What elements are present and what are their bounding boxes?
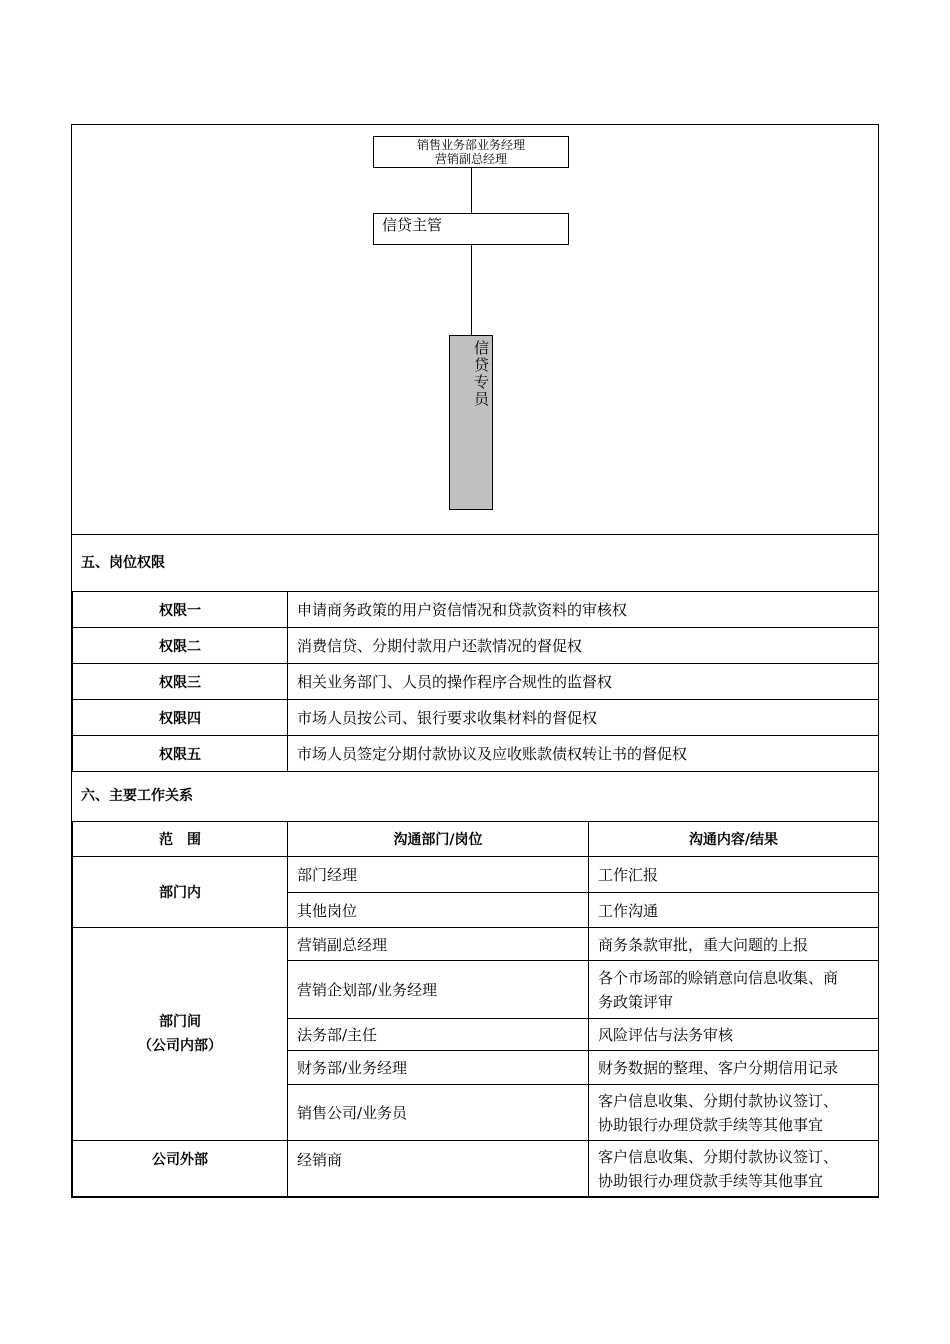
relation-content: 风险评估与法务审核 (589, 1019, 879, 1051)
relation-dept: 销售公司/业务员 (288, 1085, 589, 1141)
org-box-supervisor-label: 信贷主管 (382, 216, 443, 234)
scope-inter-dept (73, 928, 288, 1141)
table-header-row (73, 822, 879, 857)
permission-label: 权限五 (73, 736, 288, 772)
permission-label: 权限三 (73, 664, 288, 700)
org-connector-1 (471, 168, 472, 213)
org-box-manager-line2: 营销副总经理 (434, 152, 507, 166)
org-box-manager (373, 136, 569, 168)
scope-inter-dept-line1: 部门间 (159, 1014, 201, 1030)
relation-content-line2: 协助银行办理贷款手续等其他事宜 (598, 1171, 824, 1190)
relation-dept: 部门经理 (288, 857, 589, 893)
table-row (73, 664, 879, 700)
permission-content: 相关业务部门、人员的操作程序合规性的监督权 (288, 664, 879, 700)
relation-content: 工作汇报 (589, 857, 879, 893)
table-row (73, 628, 879, 664)
relation-content-line2: 务政策评审 (598, 992, 674, 1011)
table-row (73, 928, 879, 961)
relation-dept: 财务部/业务经理 (288, 1051, 589, 1085)
permission-label: 权限二 (73, 628, 288, 664)
org-box-specialist (449, 335, 493, 510)
org-chart (72, 125, 878, 535)
relation-content: 工作沟通 (589, 893, 879, 928)
relation-dept: 营销企划部/业务经理 (288, 961, 589, 1019)
document-frame (71, 124, 879, 1198)
permission-label: 权限一 (73, 592, 288, 628)
table-row (73, 857, 879, 893)
scope-internal: 部门内 (73, 857, 288, 928)
section-5-title: 五、岗位权限 (81, 555, 165, 571)
relation-dept: 其他岗位 (288, 893, 589, 928)
permission-label: 权限四 (73, 700, 288, 736)
scope-external: 公司外部 (73, 1141, 288, 1197)
org-box-manager-line1: 销售业务部业务经理 (416, 138, 525, 152)
permission-content: 市场人员按公司、银行要求收集材料的督促权 (288, 700, 879, 736)
relation-content (589, 961, 879, 1019)
header-content: 沟通内容/结果 (589, 822, 879, 857)
permission-content: 申请商务政策的用户资信情况和贷款资料的审核权 (288, 592, 879, 628)
org-box-supervisor (373, 213, 569, 245)
permissions-table (72, 591, 879, 772)
scope-inter-dept-line2: （公司内部） (138, 1038, 222, 1054)
header-dept: 沟通部门/岗位 (288, 822, 589, 857)
table-row (73, 1141, 879, 1197)
table-row (73, 736, 879, 772)
relation-content-line1: 客户信息收集、分期付款协议签订、 (598, 1091, 839, 1110)
relation-content: 财务数据的整理、客户分期信用记录 (589, 1051, 879, 1085)
relation-content-line2: 协助银行办理贷款手续等其他事宜 (598, 1115, 824, 1134)
table-row (73, 700, 879, 736)
relation-dept: 法务部/主任 (288, 1019, 589, 1051)
relation-content (589, 1085, 879, 1141)
section-6-title: 六、主要工作关系 (81, 788, 193, 804)
relation-content: 商务条款审批，重大问题的上报 (589, 928, 879, 961)
permission-content: 市场人员签定分期付款协议及应收账款债权转让书的督促权 (288, 736, 879, 772)
work-relations-table (72, 821, 879, 1197)
relation-content-line1: 客户信息收集、分期付款协议签订、 (598, 1147, 839, 1166)
table-row (73, 592, 879, 628)
header-scope: 范 围 (73, 822, 288, 857)
relation-dept: 营销副总经理 (288, 928, 589, 961)
org-box-specialist-label: 信贷专员 (474, 339, 490, 408)
org-connector-2 (471, 245, 472, 335)
relation-dept: 经销商 (288, 1141, 589, 1197)
permission-content: 消费信贷、分期付款用户还款情况的督促权 (288, 628, 879, 664)
relation-content (589, 1141, 879, 1197)
relation-content-line1: 各个市场部的赊销意向信息收集、商 (598, 968, 839, 987)
